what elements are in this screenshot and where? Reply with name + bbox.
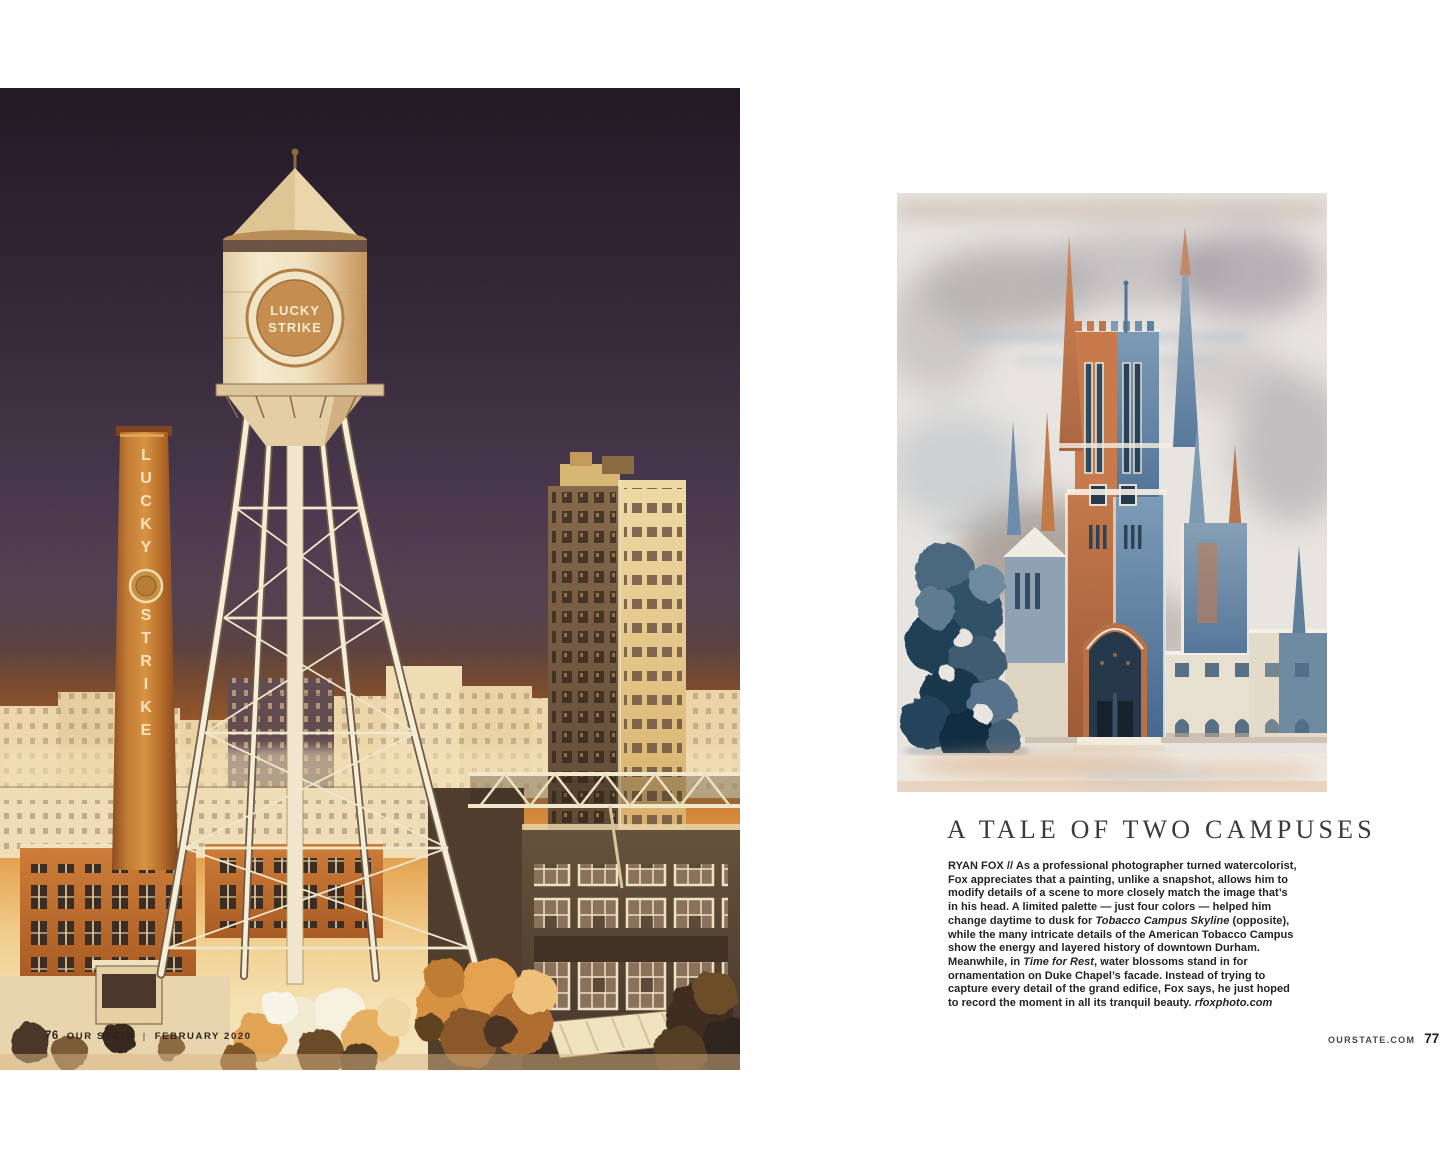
article-headline: A TALE OF TWO CAMPUSES [947, 815, 1376, 844]
website-url: OURSTATE.COM [1328, 1035, 1416, 1045]
right-page-number: 77 [1424, 1031, 1440, 1046]
painting-time-for-rest [897, 193, 1327, 792]
right-page-footer [1328, 1031, 1439, 1046]
byline-separator: // [1003, 860, 1016, 872]
painting-title-tobacco-campus-skyline: Tobacco Campus Skyline [1095, 914, 1230, 927]
byline-name: RYAN FOX [948, 860, 1004, 872]
article-text: As a professional photographer turned watercolorist, Fox appreciates that a painting, unlike a snapshot, allows him to modify details of a scene to more closely match the image that’s in his head. A limited palette — just four colors — helped him change daytime to dusk for [948, 860, 1297, 927]
paper-grain [897, 193, 1327, 792]
paper-grain [0, 88, 740, 1070]
photographer-website: rfoxphoto.com [1194, 997, 1273, 1010]
footer-separator: | [142, 1031, 147, 1042]
left-page-number: 76 [45, 1030, 59, 1042]
article-text: , water blossoms stand in for ornamentation on Duke Chapel’s facade. Instead of trying to capture every detail of the grand edifice, Fox says, he just hoped to record the moment in all its tranquil beauty. [948, 955, 1290, 1010]
painting-tobacco-campus-skyline [0, 88, 740, 1070]
time-for-rest-artwork [897, 193, 1327, 792]
article-body [948, 860, 1298, 1011]
tobacco-campus-skyline-artwork [0, 88, 740, 1070]
magazine-name: OUR STATE [66, 1031, 135, 1042]
article-text: (opposite), while the many intricate details of the American Tobacco Campus show the energy and layered history of downtown Durham. Meanwhile, in [948, 914, 1294, 968]
painting-title-time-for-rest: Time for Rest [1023, 955, 1095, 968]
issue-date: FEBRUARY 2020 [154, 1031, 252, 1042]
left-page-footer [45, 1030, 252, 1042]
